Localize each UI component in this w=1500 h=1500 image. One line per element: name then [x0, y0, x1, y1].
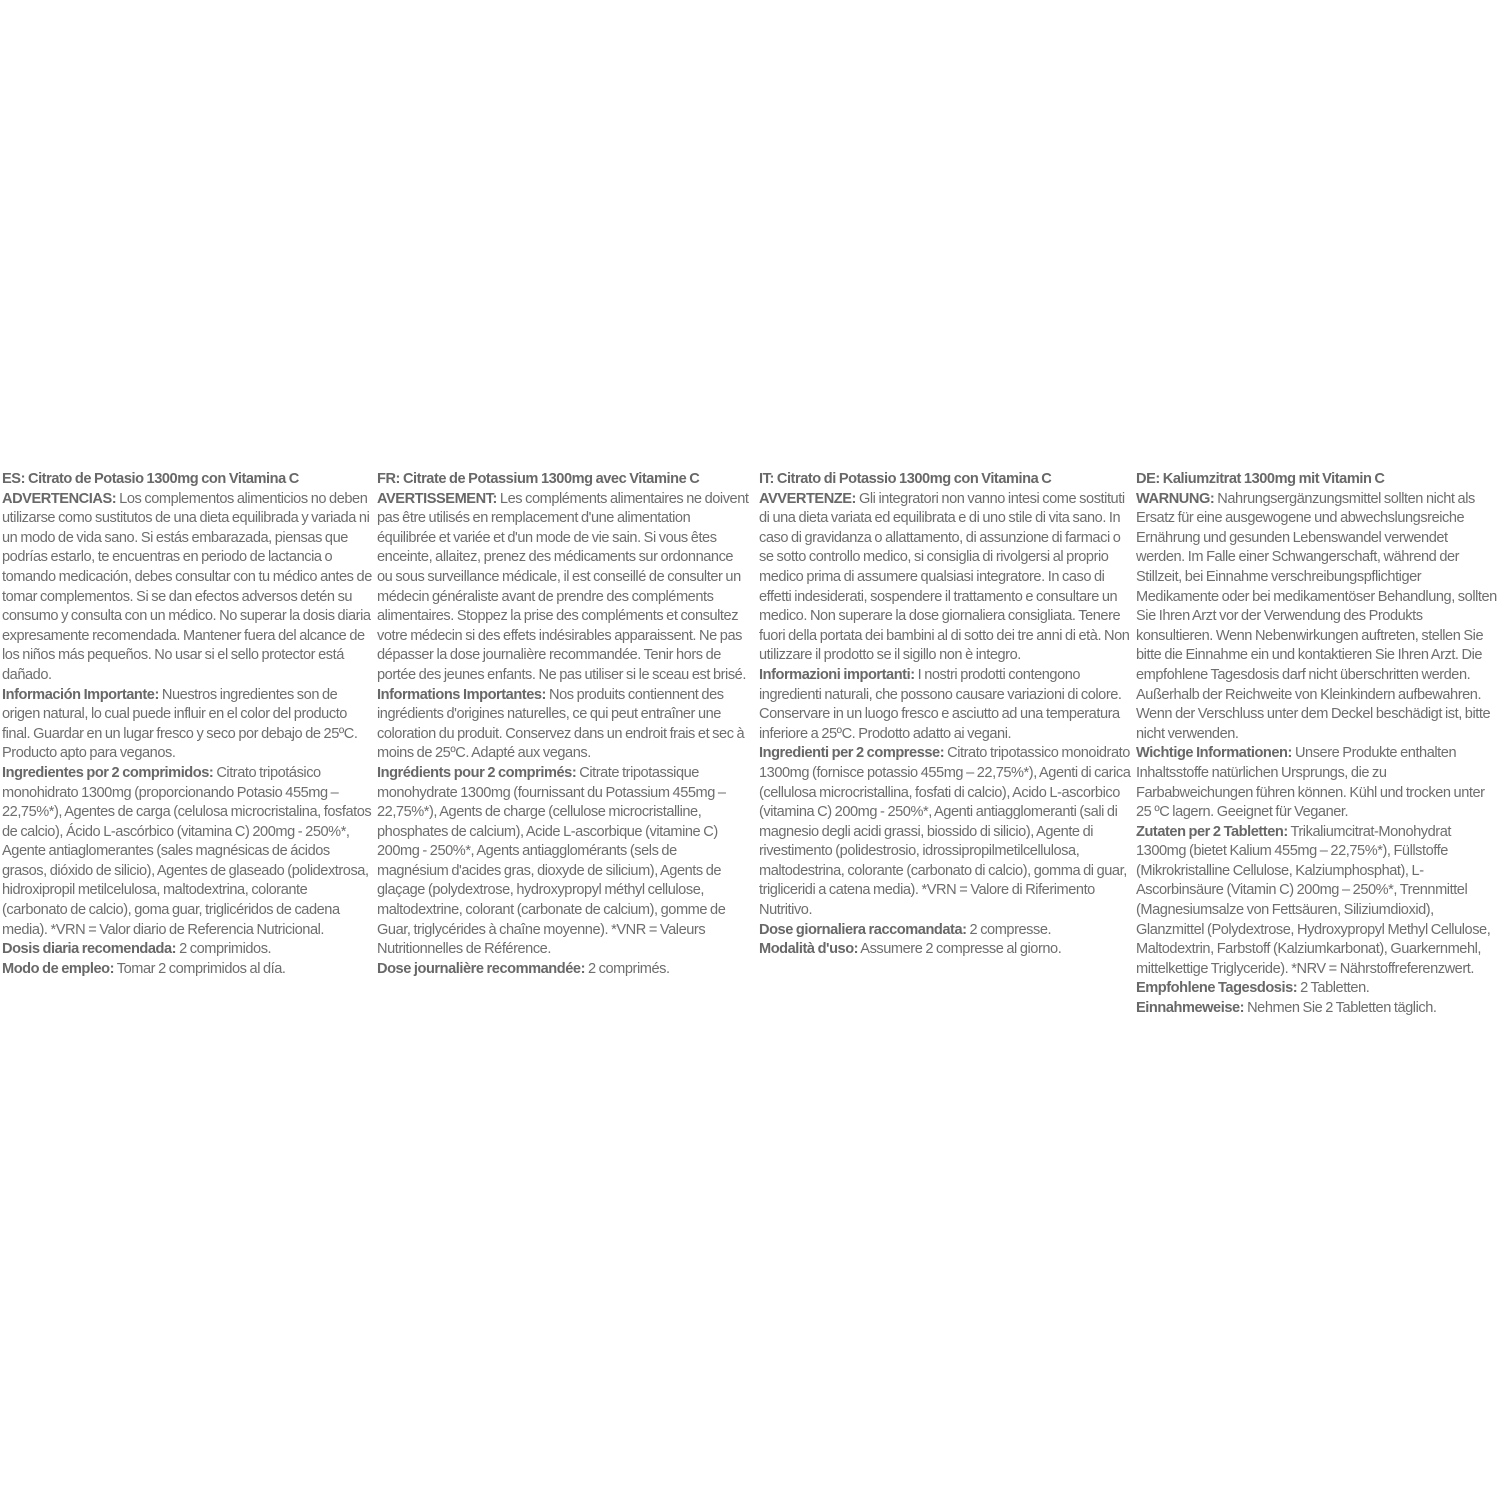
section-daily-dose	[377, 960, 749, 980]
section-text: Gli integratori non vanno intesi come sostituti di una dieta variata ed equilibrata e di uno stile di vita sano. In caso di gravidanza o allattamento, di assunzione di farmaci o se sotto controllo medico, si consiglia di rivolgersi al proprio medico prima di assumere qualsiasi integratore. In caso di effetti indesiderati, sospendere il trattamento e consultare un medico. Non superare la dose giornaliera consigliata. Tenere fuori della portata dei bambini al di sotto dei tre anni di età. Non utilizzare il prodotto se il sigillo non è integro.	[759, 490, 1130, 664]
section-text: Citrato tripotassico monoidrato 1300mg (fornisce potassio 455mg – 22,75%*), Agenti di carica (cellulosa microcristallina, fosfati di calcio), Acido L-ascorbico (vitamina C) 200mg - 250%*, Agenti antiagglomeranti (sali di magnesio degli acidi grassi, biossido di silicio), Agente di rivestimento (polidestrosio, idrossipropilmetilcellulosa, maltodestrina, colorante (carbonato di calcio), gomma di guar, trigliceridi a catena media). *VRN = Valore di Riferimento Nutritivo.	[759, 745, 1131, 919]
section-ingredients	[377, 764, 749, 960]
section-text: 2 comprimés.	[584, 960, 670, 977]
section-text: 2 compresse.	[966, 921, 1052, 938]
section-text: Nehmen Sie 2 Tabletten täglich.	[1244, 1000, 1437, 1017]
section-text: Tomar 2 comprimidos al día.	[114, 960, 286, 977]
section-usage	[759, 940, 1131, 960]
section-text: Assumere 2 compresse al giorno.	[858, 941, 1062, 958]
section-label: AVERTISSEMENT:	[377, 490, 497, 507]
section-warnings	[377, 490, 749, 686]
column-es	[2, 470, 374, 979]
section-label: Informazioni importanti:	[759, 666, 915, 683]
section-label: Ingrédients pour 2 comprimés:	[377, 764, 577, 781]
section-label: Zutaten per 2 Tabletten:	[1136, 823, 1288, 840]
section-warnings	[759, 490, 1131, 666]
column-title: FR: Citrate de Potassium 1300mg avec Vitamine C	[377, 471, 700, 487]
column-de	[1136, 470, 1498, 1019]
section-usage	[2, 960, 374, 980]
section-text: 2 comprimidos.	[176, 941, 272, 958]
section-label: Información Importante:	[2, 686, 159, 703]
section-text: Les compléments alimentaires ne doivent pas être utilisés en remplacement d'une alimentation équilibrée et variée et d'un mode de vie sain. Si vous êtes enceinte, allaitez, prenez des médicaments sur ordonnance ou sous surveillance médicale, il est conseillé de consulter un médecin généraliste avant de prendre des compléments alimentaires. Stoppez la prise des compléments et consultez votre médecin si des effets indésirables apparaissent. Ne pas dépasser la dose journalière recommandée. Tenir hors de portée des jeunes enfants. Ne pas utiliser si le sceau est brisé.	[377, 490, 749, 683]
section-label: AVVERTENZE:	[759, 490, 856, 507]
section-label: Modalità d'uso:	[759, 941, 859, 958]
column-title: DE: Kaliumzitrat 1300mg mit Vitamin C	[1136, 471, 1385, 487]
section-label: Dose giornaliera raccomandata:	[759, 921, 967, 938]
section-label: Einnahmeweise:	[1136, 1000, 1245, 1017]
section-label: Dosis diaria recomendada:	[2, 941, 177, 958]
section-usage	[1136, 999, 1498, 1019]
section-important-info	[377, 686, 749, 764]
section-label: ADVERTENCIAS:	[2, 490, 117, 507]
section-important-info	[759, 666, 1131, 744]
section-important-info	[2, 686, 374, 764]
column-fr	[377, 470, 749, 979]
section-ingredients	[1136, 823, 1498, 980]
section-ingredients	[759, 744, 1131, 920]
section-text: Unsere Produkte enthalten Inhaltsstoffe natürlichen Ursprungs, die zu Farbabweichungen führen können. Kühl und trocken unter 25 ºC lagern. Geeignet für Veganer.	[1136, 745, 1485, 821]
column-title: ES: Citrato de Potasio 1300mg con Vitamina C	[2, 471, 299, 487]
section-label: Modo de empleo:	[2, 960, 115, 977]
section-label: Informations Importantes:	[377, 686, 546, 703]
section-text: Nahrungsergänzungsmittel sollten nicht als Ersatz für eine ausgewogene und abwechslungsreiche Ernährung und gesunden Lebenswandel verwendet werden. Im Falle einer Schwangerschaft, während der Stillzeit, bei Einnahme verschreibungspflichtiger Medikamente oder bei medikamentöser Behandlung, sollten Sie Ihren Arzt vor der Verwendung des Produkts konsultieren. Wenn Nebenwirkungen auftreten, stellen Sie bitte die Einnahme ein und kontaktieren Sie Ihren Arzt. Die empfohlene Tagesdosis darf nicht überschritten werden. Außerhalb der Reichweite von Kleinkindern aufbewahren. Wenn der Verschluss unter dem Deckel beschädigt ist, bitte nicht verwenden.	[1136, 490, 1497, 742]
section-text: I nostri prodotti contengono ingredienti naturali, che possono causare variazioni di colore. Conservare in un luogo fresco e asciutto ad una temperatura inferiore a 25ºC. Prodotto adatto ai vegani.	[759, 666, 1122, 742]
section-label: Wichtige Informationen:	[1136, 745, 1292, 762]
section-text: Citrate tripotassique monohydrate 1300mg (fournissant du Potassium 455mg – 22,75%*), Agents de charge (cellulose microcristalline, phosphates de calcium), Acide L-ascorbique (vitamine C) 200mg - 250%*, Agents antiagglomérants (sels de magnésium d'acides gras, dioxyde de silicium), Agents de glaçage (polydextrose, hydroxypropyl méthyl cellulose, maltodextrine, colorant (carbonate de calcium), gomme de Guar, triglycérides à chaîne moyenne). *VNR = Valeurs Nutritionnelles de Référence.	[377, 764, 726, 958]
section-label: Empfohlene Tagesdosis:	[1136, 980, 1298, 997]
section-warnings	[2, 490, 374, 686]
section-text: Nuestros ingredientes son de origen natural, lo cual puede influir en el color del producto final. Guardar en un lugar fresco y seco por debajo de 25ºC. Producto apto para veganos.	[2, 686, 358, 762]
section-text: Nos produits contiennent des ingrédients d'origines naturelles, ce qui peut entraîner une coloration du produit. Conservez dans un endroit frais et sec à moins de 25ºC. Adapté aux vegans.	[377, 686, 745, 762]
section-text: 2 Tabletten.	[1297, 980, 1370, 997]
section-daily-dose	[759, 921, 1131, 941]
section-daily-dose	[1136, 979, 1498, 999]
column-title: IT: Citrato di Potassio 1300mg con Vitamina C	[759, 471, 1052, 487]
section-text: Citrato tripotásico monohidrato 1300mg (proporcionando Potasio 455mg – 22,75%*), Agentes de carga (celulosa microcristalina, fosfatos de calcio), Ácido L-ascórbico (vitamina C) 200mg - 250%*, Agente antiaglomerantes (sales magnésicas de ácidos grasos, dióxido de silicio), Agentes de glaseado (polidextrosa, hidroxipropil metilcelulosa, maltodextrina, colorante (carbonato de calcio), goma guar, triglicéridos de cadena media). *VRN = Valor diario de Referencia Nutricional.	[2, 764, 372, 938]
column-it	[759, 470, 1131, 960]
section-label: Dose journalière recommandée:	[377, 960, 585, 977]
section-important-info	[1136, 744, 1498, 822]
section-ingredients	[2, 764, 374, 940]
section-daily-dose	[2, 940, 374, 960]
section-label: Ingredientes por 2 comprimidos:	[2, 764, 214, 781]
section-label: WARNUNG:	[1136, 490, 1215, 507]
section-text: Los complementos alimenticios no deben utilizarse como sustitutos de una dieta equilibrada y variada ni un modo de vida sano. Si estás embarazada, piensas que podrías estarlo, te encuentras en periodo de lactancia o tomando medicación, debes consultar con tu médico antes de tomar complementos. Si se dan efectos adversos detén su consumo y consulta con un médico. No superar la dosis diaria expresamente recomendada. Mantener fuera del alcance de los niños más pequeños. No usar si el sello protector está dañado.	[2, 490, 372, 683]
label-text-panel	[0, 470, 1500, 1030]
section-warnings	[1136, 490, 1498, 745]
section-label: Ingredienti per 2 compresse:	[759, 745, 945, 762]
section-text: Trikaliumcitrat-Monohydrat 1300mg (bietet Kalium 455mg – 22,75%*), Füllstoffe (Mikrokristalline Cellulose, Kalziumphosphat), L-Ascorbinsäure (Vitamin C) 200mg – 250%*, Trennmittel (Magnesiumsalze von Fettsäuren, Siliziumdioxid), Glanzmittel (Polydextrose, Hydroxypropyl Methyl Cellulose, Maltodextrin, Farbstoff (Kalziumkarbonat), Guarkernmehl, mittelkettige Triglyceride). *NRV = Nährstoffreferenzwert.	[1136, 823, 1491, 977]
